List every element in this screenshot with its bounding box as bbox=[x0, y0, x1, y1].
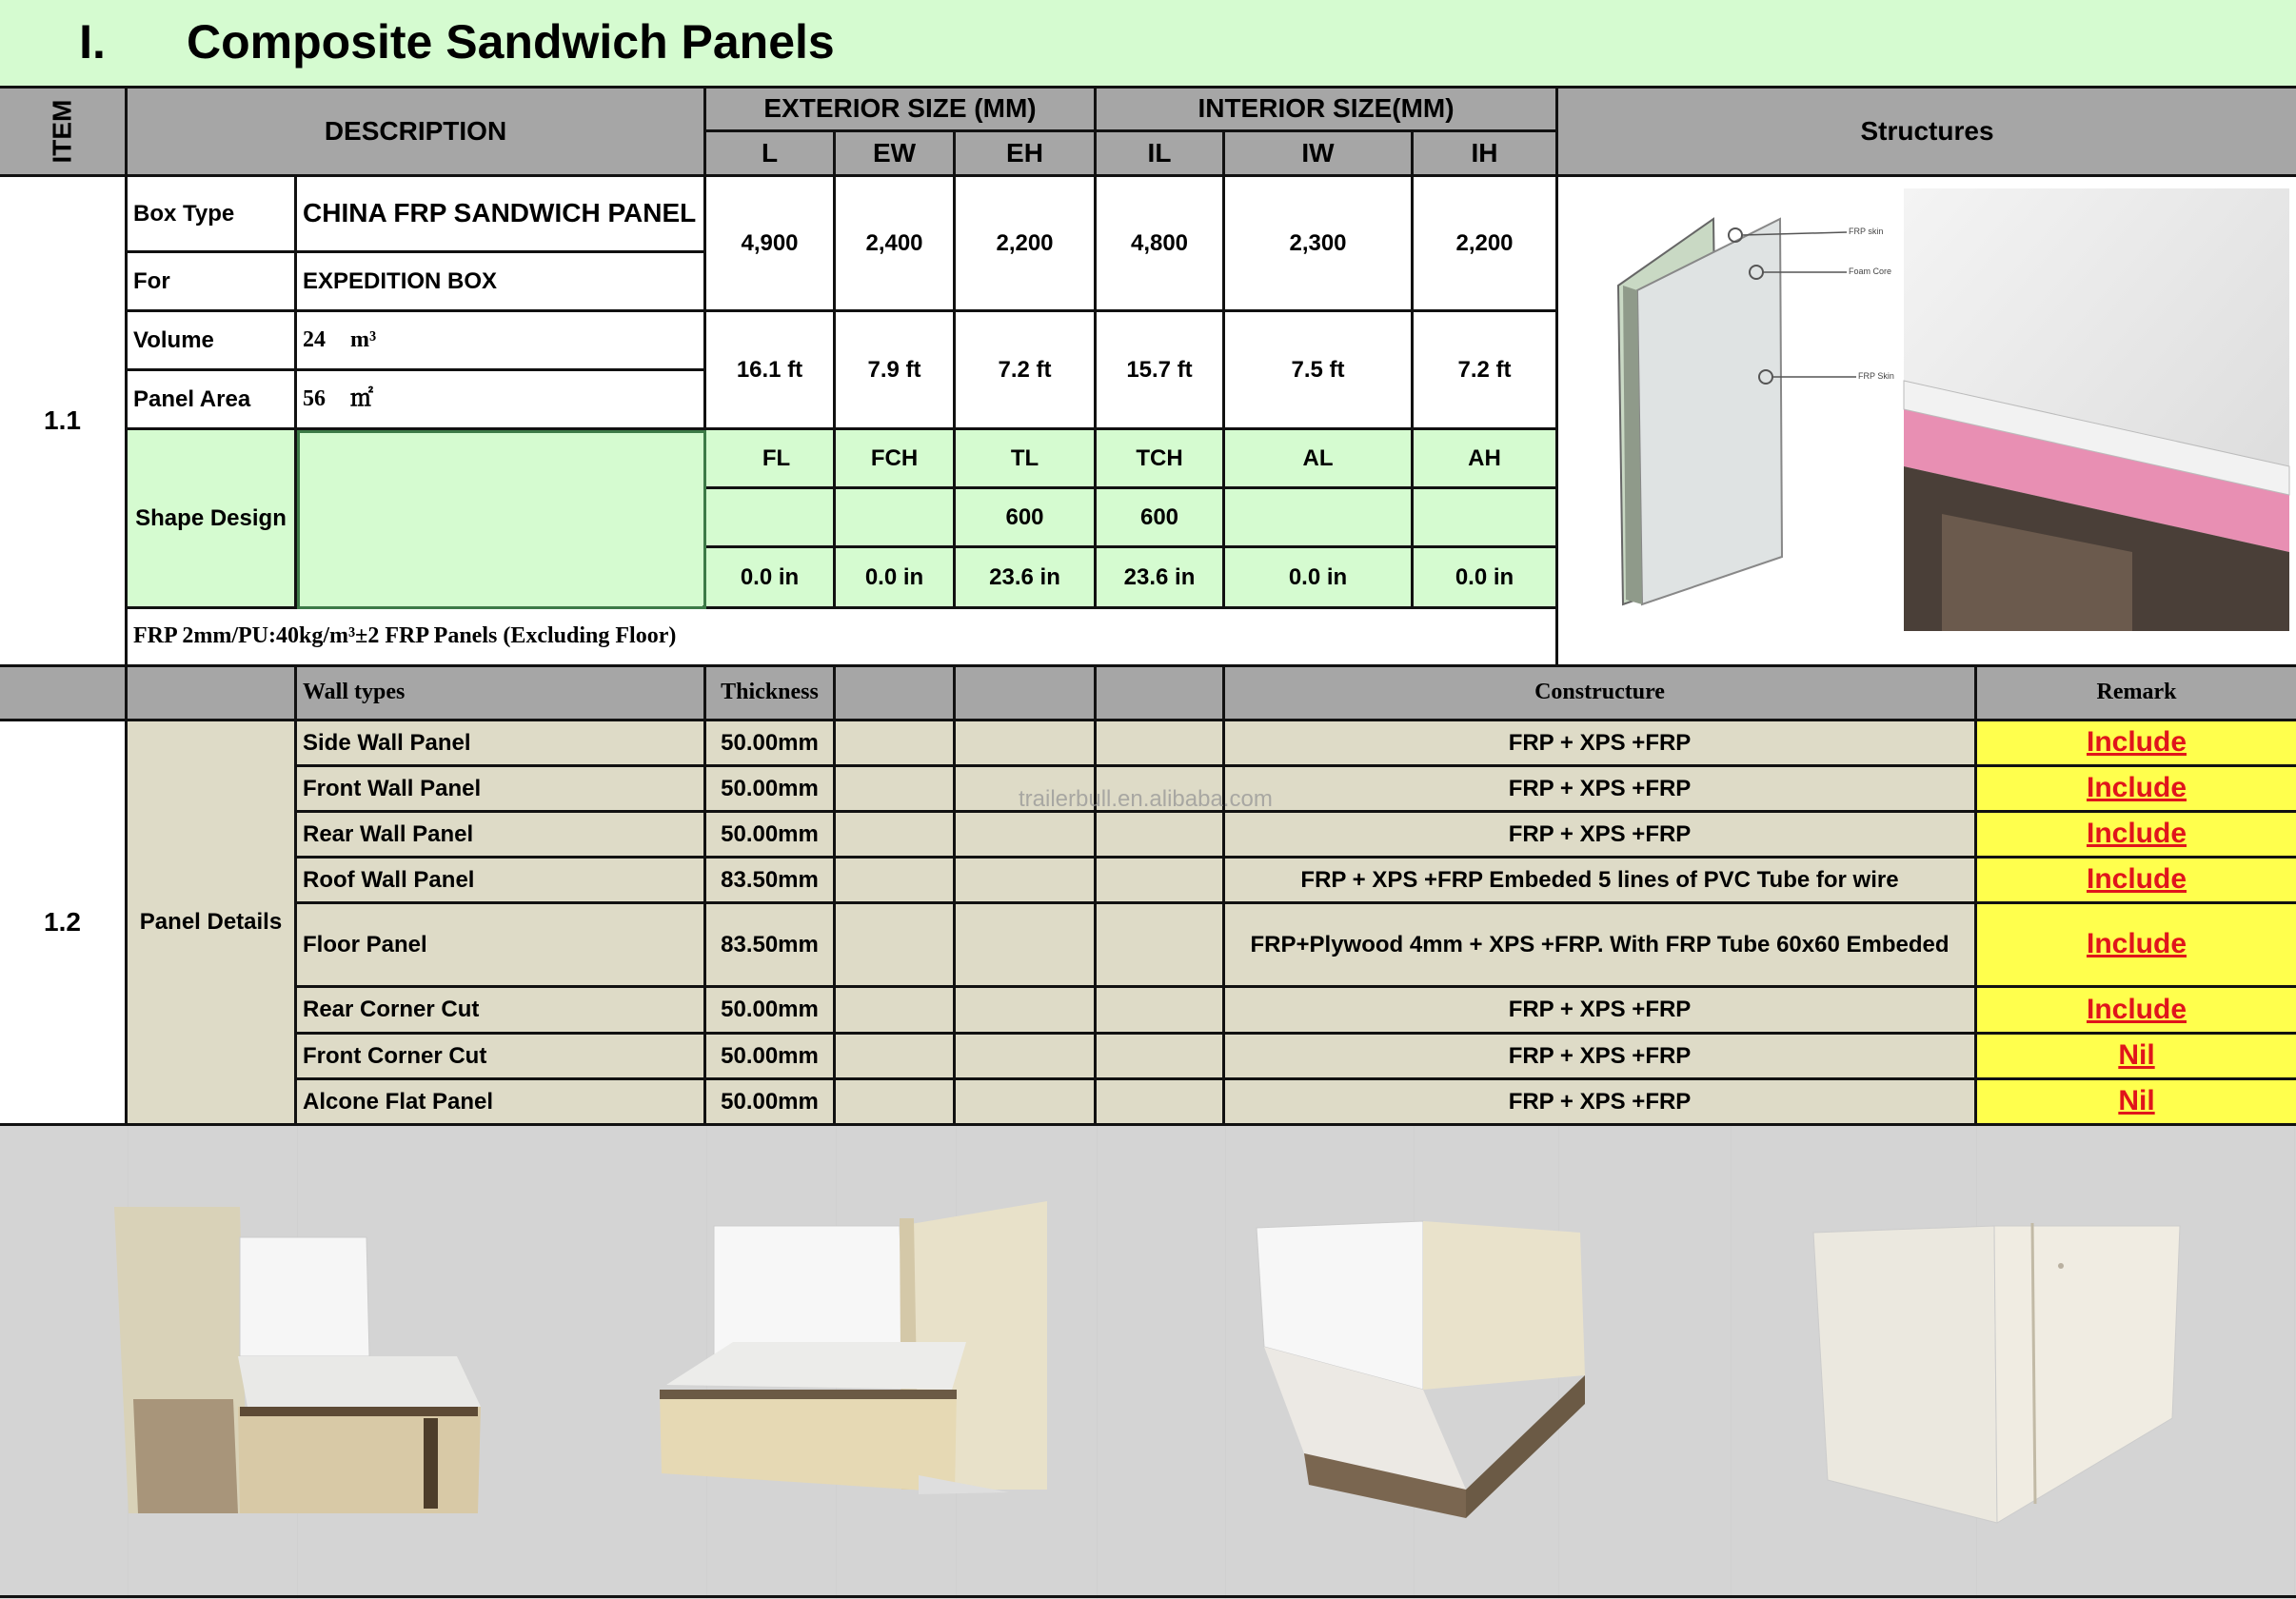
blank-roof-1 bbox=[836, 859, 956, 904]
construct-floor: FRP+Plywood 4mm + XPS +FRP. With FRP Tube 60x60 Embeded bbox=[1225, 904, 1977, 988]
section-number: I. bbox=[79, 15, 106, 69]
shape-val-ah[interactable] bbox=[1414, 489, 1558, 548]
shape-design-label: Shape Design bbox=[128, 430, 297, 609]
blank-rear-3 bbox=[1097, 813, 1225, 859]
shape-val-tch[interactable]: 600 bbox=[1097, 489, 1225, 548]
diagram-label-skin-bottom: FRP Skin bbox=[1858, 371, 1894, 381]
shape-in-fl: 0.0 in bbox=[706, 548, 836, 609]
construct-roof: FRP + XPS +FRP Embeded 5 lines of PVC Tube for wire bbox=[1225, 859, 1977, 904]
mm-iw: 2,300 bbox=[1225, 177, 1414, 312]
group-header-blank bbox=[128, 667, 297, 721]
remark-roof bbox=[1977, 859, 2296, 904]
remark-side bbox=[1977, 721, 2296, 767]
blank-al-2 bbox=[956, 1080, 1097, 1126]
col-header-ih: IH bbox=[1414, 132, 1558, 177]
ft-il: 15.7 ft bbox=[1097, 312, 1225, 430]
thickness-rear: 50.00mm bbox=[706, 813, 836, 859]
for-value: EXPEDITION BOX bbox=[297, 253, 706, 312]
blank-roof-2 bbox=[956, 859, 1097, 904]
remark-front-link[interactable]: Include bbox=[2086, 772, 2187, 804]
remark-roof-link[interactable]: Include bbox=[2086, 863, 2187, 896]
volume-label: Volume bbox=[128, 312, 297, 371]
shape-col-fl: FL bbox=[706, 430, 836, 489]
description-header: DESCRIPTION bbox=[128, 89, 706, 177]
shape-col-fch: FCH bbox=[836, 430, 956, 489]
remark-rear-corner bbox=[1977, 988, 2296, 1035]
shape-in-tl: 23.6 in bbox=[956, 548, 1097, 609]
blank-header-3 bbox=[1097, 667, 1225, 721]
blank-rc-2 bbox=[956, 988, 1097, 1035]
remark-side-link[interactable]: Include bbox=[2086, 726, 2187, 759]
panel-photo-3 bbox=[1237, 1204, 1599, 1537]
wall-types-header: Wall types bbox=[297, 667, 706, 721]
diagram-label-core: Foam Core bbox=[1849, 266, 1892, 276]
remark-header: Remark bbox=[1977, 667, 2296, 721]
blank-fc-2 bbox=[956, 1035, 1097, 1080]
exterior-size-header: EXTERIOR SIZE (MM) bbox=[706, 89, 1097, 132]
for-label: For bbox=[128, 253, 297, 312]
mm-ew: 2,400 bbox=[836, 177, 956, 312]
remark-front-corner bbox=[1977, 1035, 2296, 1080]
wall-type-floor: Floor Panel bbox=[297, 904, 706, 988]
blank-floor-2 bbox=[956, 904, 1097, 988]
construct-side: FRP + XPS +FRP bbox=[1225, 721, 1977, 767]
shape-col-ah: AH bbox=[1414, 430, 1558, 489]
shape-design-select[interactable] bbox=[297, 430, 706, 609]
panel-photo-4 bbox=[1790, 1209, 2189, 1532]
col-header-il: IL bbox=[1097, 132, 1225, 177]
section-title-row bbox=[0, 0, 2296, 89]
blank-al-1 bbox=[836, 1080, 956, 1126]
blank-rear-1 bbox=[836, 813, 956, 859]
thickness-front: 50.00mm bbox=[706, 767, 836, 813]
thickness-front-corner: 50.00mm bbox=[706, 1035, 836, 1080]
shape-in-tch: 23.6 in bbox=[1097, 548, 1225, 609]
mm-ih: 2,200 bbox=[1414, 177, 1558, 312]
thickness-header: Thickness bbox=[706, 667, 836, 721]
blank-floor-3 bbox=[1097, 904, 1225, 988]
panel-details-label: Panel Details bbox=[128, 721, 297, 1126]
box-type-label: Box Type bbox=[128, 177, 297, 253]
thickness-roof: 83.50mm bbox=[706, 859, 836, 904]
blank-rc-1 bbox=[836, 988, 956, 1035]
thickness-rear-corner: 50.00mm bbox=[706, 988, 836, 1035]
thickness-side: 50.00mm bbox=[706, 721, 836, 767]
construct-front-corner: FRP + XPS +FRP bbox=[1225, 1035, 1977, 1080]
remark-front-corner-link[interactable]: Nil bbox=[2118, 1039, 2155, 1072]
panel-photo-2 bbox=[643, 1190, 1061, 1523]
mm-l: 4,900 bbox=[706, 177, 836, 312]
materials-note: FRP 2mm/PU:40kg/m³±2 FRP Panels (Excluding Floor) bbox=[128, 609, 1558, 667]
remark-alcone bbox=[1977, 1080, 2296, 1126]
item-1-2-header-blank bbox=[0, 667, 128, 721]
blank-rear-2 bbox=[956, 813, 1097, 859]
shape-col-tch: TCH bbox=[1097, 430, 1225, 489]
wall-type-roof: Roof Wall Panel bbox=[297, 859, 706, 904]
wall-type-side: Side Wall Panel bbox=[297, 721, 706, 767]
shape-in-al: 0.0 in bbox=[1225, 548, 1414, 609]
structure-diagram bbox=[1561, 181, 2294, 638]
blank-header-1 bbox=[836, 667, 956, 721]
shape-val-al[interactable] bbox=[1225, 489, 1414, 548]
blank-side-2 bbox=[956, 721, 1097, 767]
panel-area-value: 56 bbox=[303, 385, 326, 411]
item-header-label: ITEM bbox=[47, 99, 77, 164]
shape-col-al: AL bbox=[1225, 430, 1414, 489]
construct-front: FRP + XPS +FRP bbox=[1225, 767, 1977, 813]
blank-side-1 bbox=[836, 721, 956, 767]
shape-col-tl: TL bbox=[956, 430, 1097, 489]
col-header-iw: IW bbox=[1225, 132, 1414, 177]
wall-type-front-corner: Front Corner Cut bbox=[297, 1035, 706, 1080]
col-header-ew: EW bbox=[836, 132, 956, 177]
item-number-1-1: 1.1 bbox=[0, 177, 128, 667]
blank-roof-3 bbox=[1097, 859, 1225, 904]
shape-val-tl[interactable]: 600 bbox=[956, 489, 1097, 548]
blank-rc-3 bbox=[1097, 988, 1225, 1035]
remark-floor-link[interactable]: Include bbox=[2086, 928, 2187, 960]
box-type-value: CHINA FRP SANDWICH PANEL bbox=[297, 177, 706, 253]
remark-rear bbox=[1977, 813, 2296, 859]
wall-type-rear-corner: Rear Corner Cut bbox=[297, 988, 706, 1035]
volume-value: 24 bbox=[303, 326, 326, 352]
constructure-header: Constructure bbox=[1225, 667, 1977, 721]
construct-rear-corner: FRP + XPS +FRP bbox=[1225, 988, 1977, 1035]
blank-fc-1 bbox=[836, 1035, 956, 1080]
blank-front-1 bbox=[836, 767, 956, 813]
wall-type-front: Front Wall Panel bbox=[297, 767, 706, 813]
section-title: Composite Sandwich Panels bbox=[187, 15, 835, 69]
ft-iw: 7.5 ft bbox=[1225, 312, 1414, 430]
structures-header: Structures bbox=[1558, 89, 2296, 177]
ft-ih: 7.2 ft bbox=[1414, 312, 1558, 430]
construct-rear: FRP + XPS +FRP bbox=[1225, 813, 1977, 859]
ft-eh: 7.2 ft bbox=[956, 312, 1097, 430]
thickness-floor: 83.50mm bbox=[706, 904, 836, 988]
mm-eh: 2,200 bbox=[956, 177, 1097, 312]
ft-ew: 7.9 ft bbox=[836, 312, 956, 430]
blank-header-2 bbox=[956, 667, 1097, 721]
remark-floor bbox=[1977, 904, 2296, 988]
panel-area-unit: ㎡ bbox=[350, 385, 373, 411]
volume-cell bbox=[297, 312, 706, 371]
blank-floor-1 bbox=[836, 904, 956, 988]
remark-alcone-link[interactable]: Nil bbox=[2118, 1085, 2155, 1117]
shape-val-fch[interactable] bbox=[836, 489, 956, 548]
item-number-1-2: 1.2 bbox=[0, 721, 128, 1126]
col-header-l: L bbox=[706, 132, 836, 177]
item-header bbox=[0, 89, 128, 177]
col-header-eh: EH bbox=[956, 132, 1097, 177]
volume-unit: m³ bbox=[350, 326, 377, 352]
construct-alcone: FRP + XPS +FRP bbox=[1225, 1080, 1977, 1126]
diagram-label-skin-top: FRP skin bbox=[1849, 227, 1884, 236]
wall-type-rear: Rear Wall Panel bbox=[297, 813, 706, 859]
shape-in-ah: 0.0 in bbox=[1414, 548, 1558, 609]
panel-photo-1 bbox=[95, 1190, 495, 1523]
wall-type-alcone: Alcone Flat Panel bbox=[297, 1080, 706, 1126]
mm-il: 4,800 bbox=[1097, 177, 1225, 312]
remark-rear-link[interactable]: Include bbox=[2086, 818, 2187, 850]
panel-area-label: Panel Area bbox=[128, 371, 297, 430]
remark-rear-corner-link[interactable]: Include bbox=[2086, 993, 2187, 1025]
watermark: trailerbull.en.alibaba.com bbox=[1019, 786, 1273, 812]
ft-l: 16.1 ft bbox=[706, 312, 836, 430]
panel-area-cell bbox=[297, 371, 706, 430]
shape-val-fl[interactable] bbox=[706, 489, 836, 548]
shape-in-fch: 0.0 in bbox=[836, 548, 956, 609]
remark-front bbox=[1977, 767, 2296, 813]
interior-size-header: INTERIOR SIZE(MM) bbox=[1097, 89, 1558, 132]
thickness-alcone: 50.00mm bbox=[706, 1080, 836, 1126]
blank-fc-3 bbox=[1097, 1035, 1225, 1080]
blank-side-3 bbox=[1097, 721, 1225, 767]
blank-al-3 bbox=[1097, 1080, 1225, 1126]
